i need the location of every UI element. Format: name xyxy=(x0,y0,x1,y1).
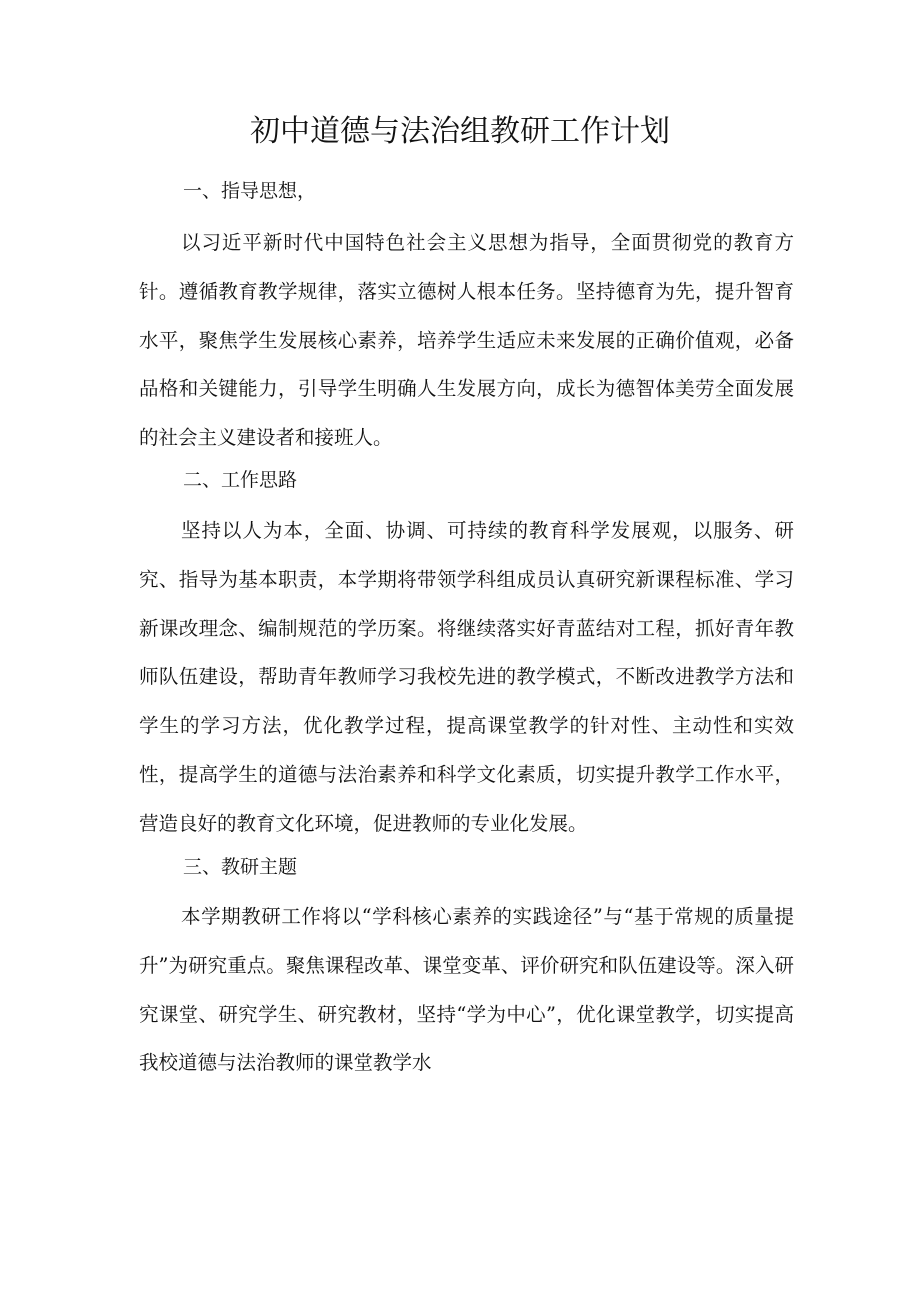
section-heading-work-approach: 二、工作思路 xyxy=(183,469,298,491)
document-title: 初中道德与法治组教研工作计划 xyxy=(250,114,670,149)
section-paragraph-guiding-thought: 以习近平新时代中国特色社会主义思想为指导，全面贯彻党的教育方针。遵循教育教学规律，落实立德树人根本任务。坚持德育为先，提升智育水平，聚焦学生发展核心素养，培养学生适应未来发展的正确价值观，必备品格和关键能力，引导学生明确人生发展方向，成长为德智体美劳全面发展的社会主义建设者和接班人。 xyxy=(139,231,794,450)
section-heading-guiding-thought: 一、指导思想， xyxy=(183,180,317,202)
section-heading-research-theme: 三、教研主题 xyxy=(183,856,298,878)
section-paragraph-work-approach: 坚持以人为本，全面、协调、可持续的教育科学发展观，以服务、研究、指导为基本职责，本学期将带领学科组成员认真研究新课程标准、学习新课改理念、编制规范的学历案。将继续落实好青蓝结对工程，抓好青年教师队伍建设，帮助青年教师学习我校先进的教学模式，不断改进教学方法和学生的学习方法，优化教学过程，提高课堂教学的针对性、主动性和实效性，提高学生的道德与法治素养和科学文化素质，切实提升教学工作水平，营造良好的教育文化环境，促进教师的专业化发展。 xyxy=(139,519,794,835)
section-paragraph-research-theme: 本学期教研工作将以“学科核心素养的实践途径”与“基于常规的质量提升”为研究重点。聚焦课程改革、课堂变革、评价研究和队伍建设等。深入研究课堂、研究学生、研究教材，坚持“学为中心”，优化课堂教学，切实提高我校道德与法治教师的课堂教学水 xyxy=(139,905,794,1075)
